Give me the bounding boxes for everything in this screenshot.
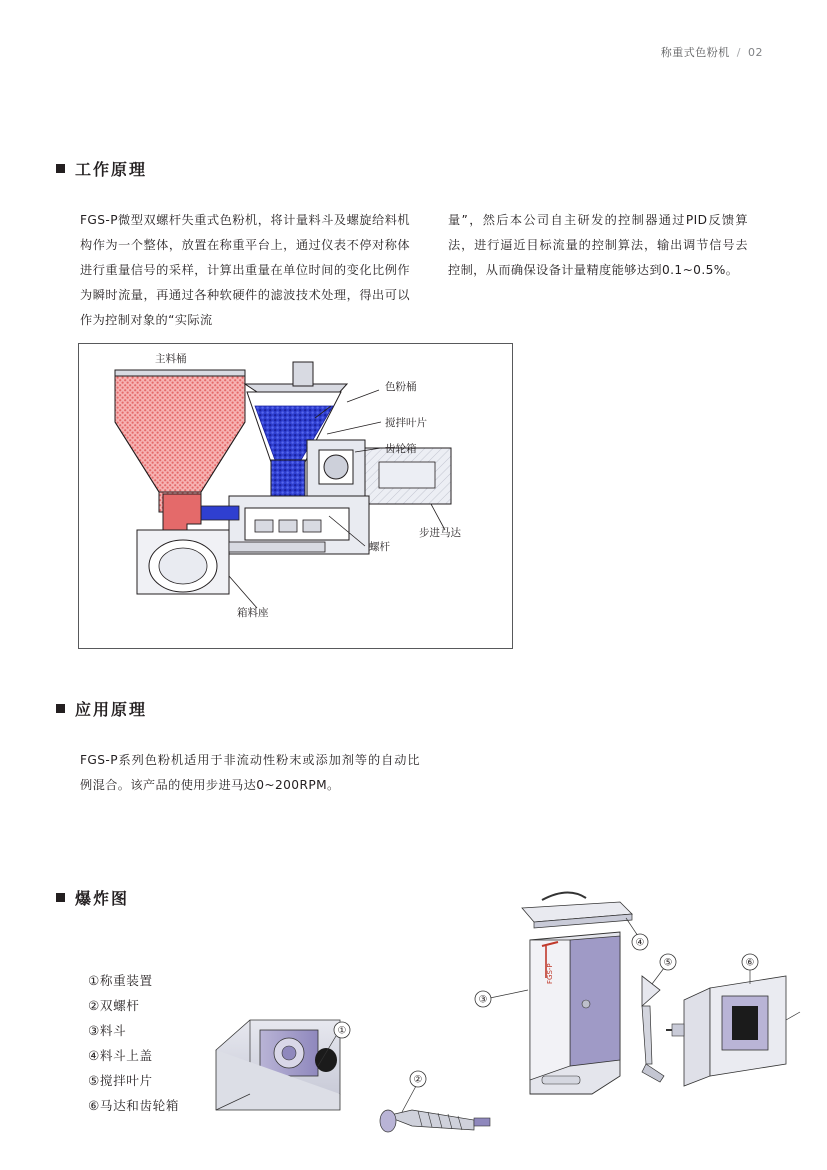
legend-item: ①称重装置 (88, 973, 153, 988)
section-heading-exploded-view (56, 886, 129, 909)
exploded-view-legend (88, 968, 179, 1118)
legend-item: ⑥马达和齿轮箱 (88, 1098, 180, 1113)
callout-4: ④ (635, 937, 645, 949)
callout-5: ⑤ (663, 957, 673, 969)
callout-3: ③ (478, 994, 488, 1006)
part-hopper (475, 932, 620, 1094)
square-bullet-icon (56, 704, 65, 713)
working-principle-paragraph-right: 量”，然后本公司自主研发的控制器通过PID反馈算法，进行逼近目标流量的控制算法，输出调节信号去控制，从而确保设备计量精度能够达到0.1~0.5%。 (448, 213, 748, 277)
working-principle-paragraph-left: FGS-P微型双螺杆失重式色粉机，将计量料斗及螺旋给料机构作为一个整体，放置在称重平台上，通过仪表不停对称体进行重量信号的采样，计算出重量在单位时间的变化比例作为瞬时流量，再通过各种软硬件的滤波技术处理，得出可以作为控制对象的“实际流 (80, 213, 410, 327)
page-header (661, 44, 763, 60)
callout-1: ① (337, 1025, 347, 1037)
part-brand-text: FGS-P (546, 963, 554, 984)
section-heading-application-principle (56, 697, 147, 720)
square-bullet-icon (56, 893, 65, 902)
section-title: 应用原理 (75, 700, 148, 719)
label-feed-base: 箱料座 (237, 607, 269, 619)
label-gearbox: 齿轮箱 (385, 443, 417, 455)
callout-2: ② (413, 1074, 423, 1086)
label-stepper-motor: 步进马达 (419, 527, 461, 539)
header-title: 称重式色粉机 (660, 46, 730, 59)
legend-item: ③料斗 (88, 1023, 127, 1038)
exploded-view-figure (190, 880, 810, 1160)
callout-6: ⑥ (745, 957, 755, 969)
part-mixing-blade (642, 954, 676, 1082)
section-heading-working-principle (56, 157, 147, 180)
square-bullet-icon (56, 164, 65, 173)
label-color-powder-hopper: 色粉桶 (385, 381, 417, 393)
label-mixing-blade: 搅拌叶片 (385, 417, 427, 429)
part-weighing-device (216, 1020, 350, 1110)
application-principle-paragraph: FGS-P系列色粉机适用于非流动性粉末或添加剂等的自动比例混合。该产品的使用步进马达0~200RPM。 (80, 753, 420, 792)
legend-item: ⑤搅拌叶片 (88, 1073, 153, 1088)
section-title: 爆炸图 (75, 889, 130, 908)
label-screw: 螺杆 (369, 541, 390, 553)
page-number: 02 (748, 46, 763, 59)
section-title: 工作原理 (75, 160, 148, 179)
legend-item: ②双螺杆 (88, 998, 140, 1013)
legend-item: ④料斗上盖 (88, 1048, 153, 1063)
part-twin-screw (380, 1071, 490, 1132)
header-separator: / (736, 46, 741, 59)
machine-cross-section-figure (78, 343, 513, 649)
part-motor-gearbox (663, 954, 800, 1086)
screw-shaft-shape (229, 542, 325, 552)
feed-base-shape (137, 530, 229, 594)
label-main-hopper: 主料桶 (155, 353, 187, 365)
gearbox-and-motor-shape (307, 440, 451, 504)
main-hopper-shape (115, 370, 245, 512)
